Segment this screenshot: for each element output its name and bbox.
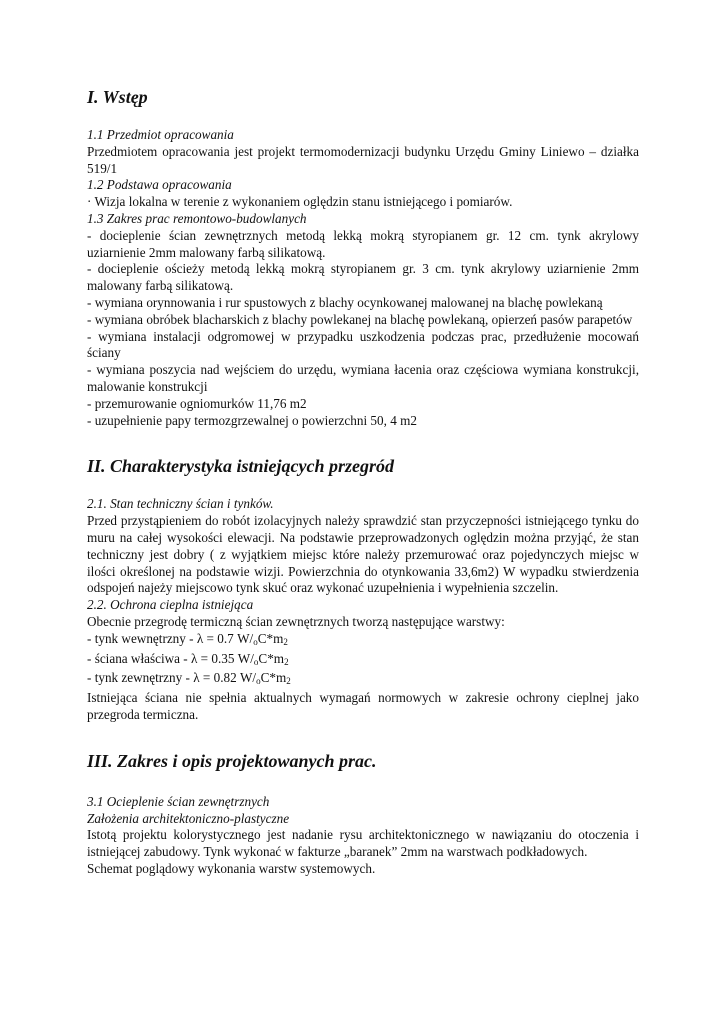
list-item: - docieplenie ościeży metodą lekką mokrą styropianem gr. 3 cm. tynk akrylowy uziarnienie 2mm malowany farbą silikatową. xyxy=(87,261,639,294)
paragraph: Istniejąca ściana nie spełnia aktualnych wymagań normowych w zakresie ochrony cieplnej jako przegroda termiczna. xyxy=(87,690,639,722)
list-item: - wymiana obróbek blacharskich z blachy powlekanej na blachę powlekaną, opierzeń pasów parapetów xyxy=(87,311,633,327)
section-title: I. Wstęp xyxy=(87,87,148,107)
list-item: - wymiana poszycia nad wejściem do urzędu, wymiana łacenia oraz częściowa wymiana konstrukcji, malowanie konstrukcji xyxy=(87,362,639,394)
subsection-heading-secondary: Założenia architektoniczno-plastyczne xyxy=(87,810,290,826)
subsection-heading: 1.2 Podstawa opracowania xyxy=(87,177,232,193)
subsection-heading: 1.3 Zakres prac remontowo-budowlanych xyxy=(87,210,307,226)
list-item: - przemurowanie ogniomurków 11,76 m2 xyxy=(87,395,307,411)
list-item: - docieplenie ścian zewnętrznych metodą lekką mokrą styropianem gr. 12 cm. tynk akrylowy uziarnienie 2mm malowany farbą silikatową. xyxy=(87,227,639,260)
section-title: II. Charakterystyka istniejących przegród xyxy=(87,456,395,477)
list-item: - uzupełnienie papy termozgrzewalnej o powierzchni 50, 4 m2 xyxy=(87,412,417,428)
paragraph: Przed przystąpieniem do robót izolacyjnych należy sprawdzić stan przyczepności istniejącego tynku do muru na całej wysokości elewacji. Na podstawie przeprowadzonych oględzin można przyjąć, że stan techniczny jest dobry ( z wyjątkiem miejsc które należy przemurować oraz pojedynczych miejsc w ilości określonej na podstawie wizji. Powierzchnia do otynkowania 33,6m2) W wypadku stwierdzenia odspojeń najeży miejscowo tynk skuć oraz wykonać uzupełnienia i wypełnienia szczelin. xyxy=(87,513,639,596)
subsection-heading: 2.1. Stan techniczny ścian i tynków. xyxy=(87,496,274,512)
layer-item: - tynk zewnętrzny - λ = 0.82 W/oC*m2 xyxy=(87,670,291,687)
subsection-heading: 3.1 Ocieplenie ścian zewnętrznych xyxy=(87,793,270,809)
paragraph: Obecnie przegrodę termiczną ścian zewnętrznych tworzą następujące warstwy: xyxy=(87,613,505,629)
paragraph: Przedmiotem opracowania jest projekt termomodernizacji budynku Urzędu Gminy Liniewo – działka 519/1 xyxy=(87,143,639,176)
layer-item: - ściana właściwa - λ = 0.35 W/oC*m2 xyxy=(87,650,289,667)
subsection-heading: 1.1 Przedmiot opracowania xyxy=(87,127,234,142)
paragraph: · Wizja lokalna w terenie z wykonaniem oględzin stanu istniejącego i pomiarów. xyxy=(87,194,513,210)
paragraph: Istotą projektu kolorystycznego jest nadanie rysu architektonicznego w nawiązaniu do otoczenia i istniejącej zabudowy. Tynk wykonać w fakturze „baranek” 2mm na warstwach podkładowych. xyxy=(87,827,639,860)
paragraph: Schemat poglądowy wykonania warstw systemowych. xyxy=(87,860,376,876)
layer-item: - tynk wewnętrzny - λ = 0.7 W/oC*m2 xyxy=(87,630,288,647)
subsection-heading: 2.2. Ochrona cieplna istniejąca xyxy=(87,597,254,613)
list-item: - wymiana instalacji odgromowej w przypadku uszkodzenia podczas prac, przedłużenie mocowań ściany xyxy=(87,328,639,361)
list-item: - wymiana orynnowania i rur spustowych z blachy ocynkowanej malowanej na blachę powlekaną xyxy=(87,294,603,310)
document-body xyxy=(87,86,639,878)
section-title: III. Zakres i opis projektowanych prac. xyxy=(87,750,377,771)
